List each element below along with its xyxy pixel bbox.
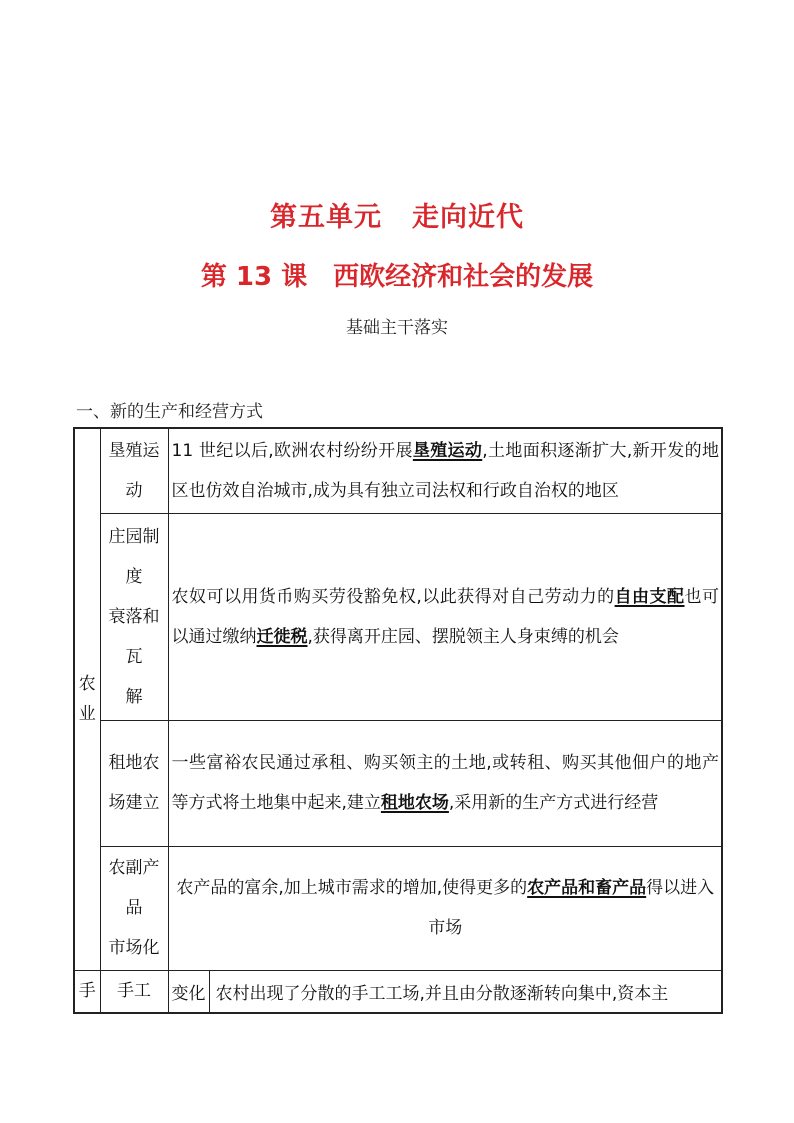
row-label-line: 品 <box>125 898 143 918</box>
category-char: 农 <box>78 674 96 695</box>
row-content-cell <box>168 846 722 970</box>
table-row <box>74 513 722 720</box>
content-text: 11 世纪以后,欧洲农村纷纷开展 <box>171 440 413 461</box>
content-text: 一些富裕农民通过承租、购买领主的土地,或转租、购买其他佃户的地产等方式将土地集中起来,建立 <box>171 753 719 813</box>
table-row <box>74 970 722 1013</box>
unit-name: 走向近代 <box>412 202 524 233</box>
content-table <box>73 427 723 1014</box>
row-label-line: 解 <box>125 686 143 707</box>
row-content-cell <box>168 428 722 513</box>
row-label-line: 租地农 <box>108 753 160 773</box>
row-content-cell <box>168 970 722 1013</box>
content-text: ,获得离开庄园、摆脱领主人身束缚的机会 <box>307 626 619 647</box>
table-row <box>74 846 722 970</box>
content-text: 得以进入市场 <box>428 878 715 938</box>
row-label-line: 场建立 <box>108 793 160 813</box>
row-label-cell: 手工 <box>100 970 168 1013</box>
row-label-line: 农副产 <box>108 858 160 878</box>
content-text: 农奴可以用货币购买劳役豁免权,以此获得对自己劳动力的 <box>171 586 615 607</box>
unit-title <box>0 195 794 234</box>
content-text: ,土地面积逐渐扩大,新开发的地区也仿效自治城市,成为具有独立司法权和行政自治权的地区 <box>171 440 719 501</box>
category-cell-agriculture <box>74 428 100 970</box>
row-label-line: 瓦 <box>125 646 143 667</box>
row-label-line: 度 <box>125 566 143 587</box>
keyword-answer: 租地农场 <box>380 793 449 813</box>
table-row <box>74 428 722 513</box>
content-text: 农产品的富余,加上城市需求的增加,使得更多的 <box>176 878 528 898</box>
row-content-cell <box>168 513 722 720</box>
table-row <box>74 720 722 846</box>
category-char: 业 <box>78 704 96 725</box>
page-subtitle: 基础主干落实 <box>346 318 448 338</box>
lesson-title <box>0 256 794 293</box>
row-label-line: 庄园制 <box>108 526 160 547</box>
keyword-answer: 迁徙税 <box>256 626 308 647</box>
content-text: ,采用新的生产方式进行经营 <box>448 793 659 813</box>
row-label-line: 垦殖运 <box>108 440 160 461</box>
row-label-line: 动 <box>125 480 143 501</box>
category-cell-handicraft: 手 <box>74 970 100 1013</box>
keyword-answer: 农产品和畜产品 <box>527 878 647 898</box>
row-label-cell <box>100 428 168 513</box>
row-label-cell <box>100 513 168 720</box>
keyword-answer: 垦殖运动 <box>412 440 483 461</box>
section-heading: 一、新的生产和经营方式 <box>76 402 263 422</box>
row-label-line: 市场化 <box>108 938 160 958</box>
unit-number: 第五单元 <box>270 202 382 233</box>
content-text: 也可以通过缴纳 <box>171 586 720 647</box>
content-text: 农村出现了分散的手工工场,并且由分散逐渐转向集中,资本主 <box>215 983 669 1004</box>
row-content-cell <box>168 720 722 846</box>
lesson-name: 西欧经济和社会的发展 <box>333 262 594 292</box>
keyword-answer: 自由支配 <box>614 586 685 607</box>
row-label-cell <box>100 846 168 970</box>
row-label-cell <box>100 720 168 846</box>
sub-label-change: 变化 <box>169 971 210 1012</box>
lesson-number: 第 13 课 <box>200 262 308 292</box>
row-label-line: 衰落和 <box>108 606 160 627</box>
